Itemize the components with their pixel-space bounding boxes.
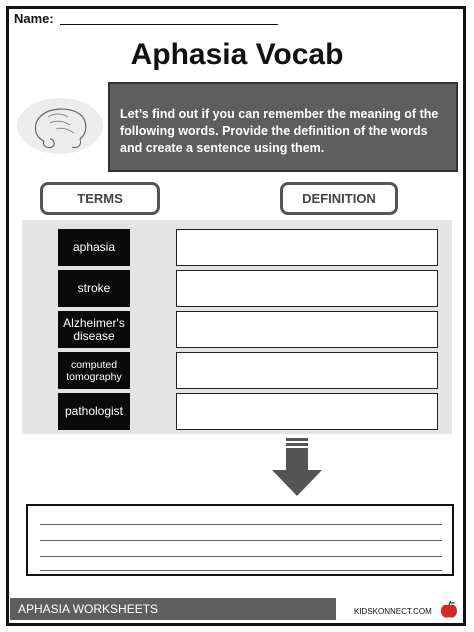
definition-box-aphasia[interactable] (176, 229, 438, 266)
term-stroke (58, 270, 130, 307)
term-pathologist (58, 393, 130, 430)
apple-icon (440, 600, 458, 620)
term-label: aphasia (72, 240, 116, 254)
term-label-line-2: disease (73, 328, 115, 343)
term-label-line-1: Alzheimer's (63, 315, 125, 330)
definition-box-stroke[interactable] (176, 270, 438, 307)
page-title: Aphasia Vocab (130, 38, 344, 71)
definition-box-alzheimers-disease[interactable] (176, 311, 438, 348)
down-arrow-icon (270, 438, 324, 498)
term-label-line-1: computed (70, 358, 118, 371)
terms-column-header: TERMS (40, 182, 160, 215)
term-computed-tomography (58, 352, 130, 389)
term-label-line-2: tomography (66, 370, 122, 383)
definition-column-header: DEFINITION (280, 182, 398, 215)
name-label: Name: (14, 11, 54, 26)
brain-illustration-icon (16, 97, 104, 155)
writing-line (40, 556, 442, 557)
footer-site-link[interactable]: KIDSKONNECT.COM (354, 607, 432, 616)
definition-box-pathologist[interactable] (176, 393, 438, 430)
footer-worksheet-label: APHASIA WORKSHEETS (10, 598, 336, 620)
name-field-line[interactable] (60, 24, 278, 25)
writing-line (40, 540, 442, 541)
term-alzheimers-disease (58, 311, 130, 348)
term-label: stroke (77, 281, 111, 295)
instructions-panel: Let’s find out if you can remember the meaning of the following words. Provide the definition of the words and create a sentence using them. (108, 82, 458, 172)
term-aphasia (58, 229, 130, 266)
definition-box-computed-tomography[interactable] (176, 352, 438, 389)
writing-line (40, 570, 442, 571)
sentence-writing-box[interactable] (26, 504, 454, 576)
writing-line (40, 524, 442, 525)
term-label: pathologist (64, 404, 124, 418)
